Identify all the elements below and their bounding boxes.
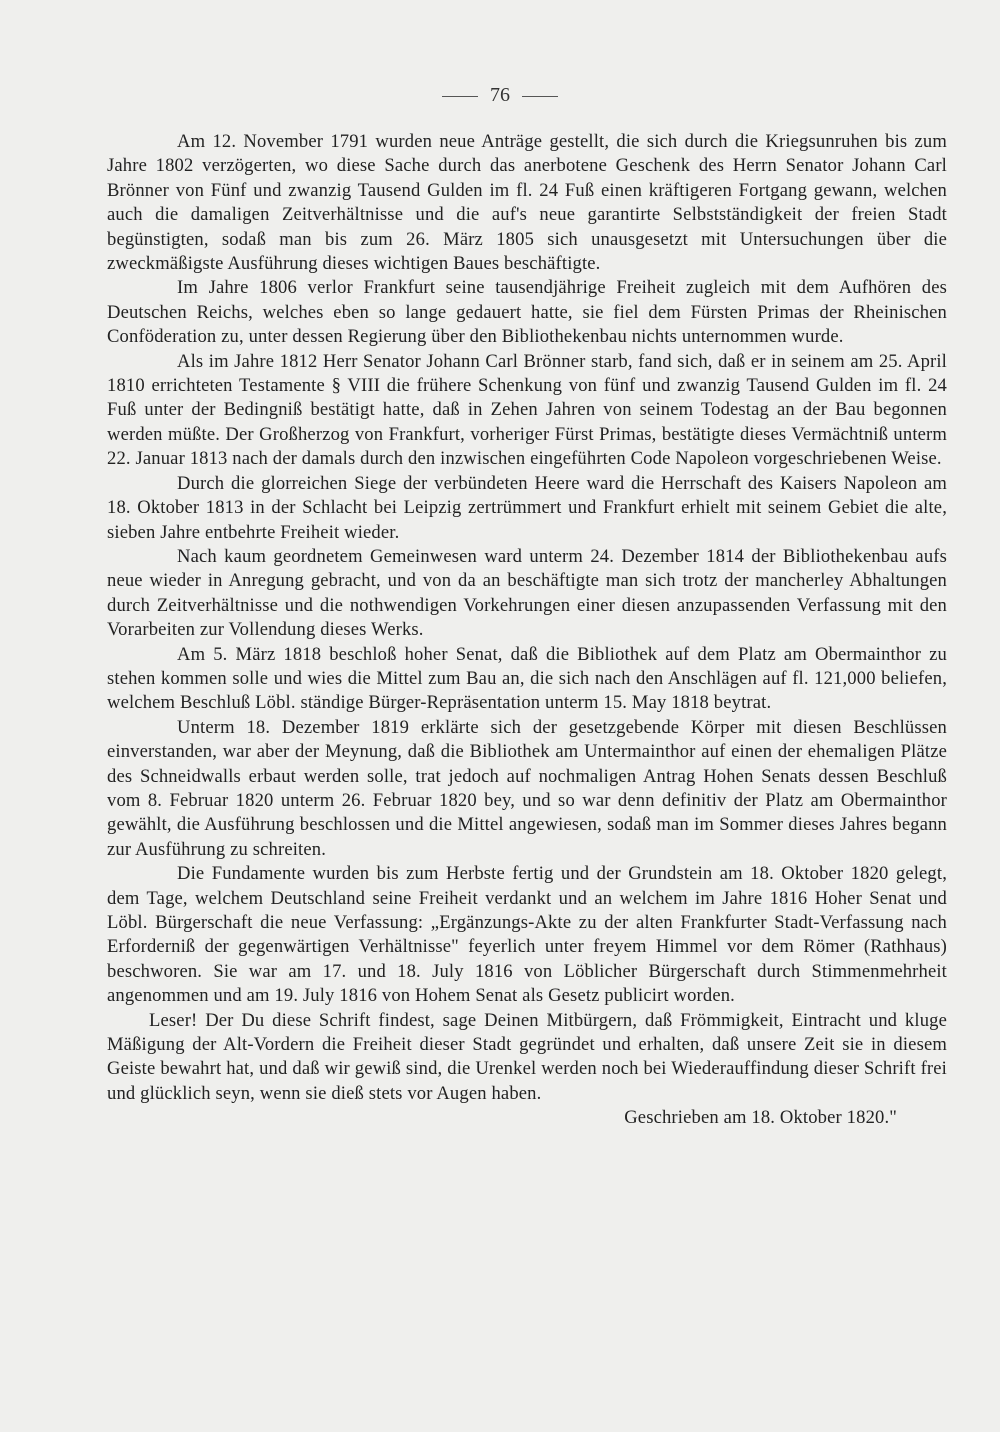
paragraph: Am 12. November 1791 wurden neue Anträge gestellt, die sich durch die Kriegsunruhen bis zum Jahre 1802 verzögerten, wo diese Sache durch das anerbotene Geschenk des Herrn Senator Johann Carl Brönner von Fünf und zwanzig Tausend Gulden im fl. 24 Fuß einen kräftigeren Fortgang gewann, welchen auch die damaligen Zeitverhältnisse und die auf's neue garantirte Selbstständigkeit der freien Stadt begünstigten, sodaß man bis zum 26. März 1805 sich unausgesetzt mit Untersuchungen über die zweckmäßigste Ausführung dieses wichtigen Baues beschäftigte. xyxy=(107,131,947,275)
paragraph: Leser! Der Du diese Schrift findest, sage Deinen Mitbürgern, daß Frömmigkeit, Eintracht und kluge Mäßigung der Alt-Vordern die Freiheit dieser Stadt gegründet und erhalten, daß unsere Zeit sie in diesem Geiste bewahrt hat, und daß wir gewiß sind, die Urenkel werden noch bei Wiederauffindung dieser Schrift frei und glücklich seyn, wenn sie dieß stets vor Augen haben. xyxy=(107,1009,947,1104)
paragraph: Als im Jahre 1812 Herr Senator Johann Carl Brönner starb, fand sich, daß er in seinem am 25. April 1810 errichteten Testamente § VIII die frühere Schenkung von fünf und zwanzig Tausend Gulden im fl. 24 Fuß unter der Bedingniß bestätigt hatte, daß in Zehen Jahren von seinem Todestag an der Bau begonnen werden müßte. Der Großherzog von Frankfurt, vorheriger Fürst Primas, bestätigte dieses Vermächtniß unterm 22. Januar 1813 nach der damals durch den inzwischen eingeführten Code Napoleon vorgeschriebenen Weise. xyxy=(107,350,947,470)
signature-line: Geschrieben am 18. Oktober 1820." xyxy=(624,1107,897,1129)
page-header xyxy=(0,84,1000,107)
paragraph: Nach kaum geordnetem Gemeinwesen ward unterm 24. Dezember 1814 der Bibliothekenbau aufs neue wieder in Anregung gebracht, und von da an beschäftigte man sich trotz der mancherley Abhaltungen durch Zeitverhältnisse und die nothwendigen Vorkehrungen einer diesen anzupassenden Verfassung mit den Vorarbeiten zur Vollendung dieses Werks. xyxy=(107,545,947,641)
paragraph: Durch die glorreichen Siege der verbündeten Heere ward die Herrschaft des Kaisers Napoleon am 18. Oktober 1813 in der Schlacht bei Leipzig zertrümmert und Frankfurt erhielt mit seinem Gebiet die alte, sieben Jahre entbehrte Freiheit wieder. xyxy=(107,472,947,543)
header-rule-right xyxy=(522,96,558,97)
paragraph: Am 5. März 1818 beschloß hoher Senat, daß die Bibliothek auf dem Platz am Obermainthor zu stehen kommen solle und wies die Mittel zum Bau an, die sich nach den Anschlägen auf fl. 121,000 beliefen, welchem Beschluß Löbl. ständige Bürger-Repräsentation unterm 15. May 1818 beytrat. xyxy=(107,643,947,714)
paragraph: Unterm 18. Dezember 1819 erklärte sich der gesetzgebende Körper mit diesen Beschlüssen einverstanden, war aber der Meynung, daß die Bibliothek am Untermainthor auf einen der ehemaligen Plätze des Schneidwalls erbaut werden solle, trat jedoch auf nochmaligen Antrag Hohen Senats dessen Beschluß vom 8. Februar 1820 unterm 26. Februar 1820 bey, und so war denn definitiv der Platz am Obermainthor gewählt, die Ausführung beschlossen und die Mittel angewiesen, sodaß man im Sommer dieses Jahres begann zur Ausführung zu schreiten. xyxy=(107,716,947,860)
header-rule-left xyxy=(442,96,478,97)
paragraph: Die Fundamente wurden bis zum Herbste fertig und der Grundstein am 18. Oktober 1820 gelegt, dem Tage, welchem Deutschland seine Freiheit verdankt und an welchem im Jahre 1816 Hoher Senat und Löbl. Bürgerschaft die neue Verfassung: „Ergänzungs-Akte zu der alten Frankfurter Stadt-Verfassung nach Erforderniß der gegenwärtigen Verhältnisse" feyerlich unter freyem Himmel vor dem Römer (Rathhaus) beschworen. Sie war am 17. und 18. July 1816 von Löblicher Bürgerschaft durch Stimmenmehrheit angenommen und am 19. July 1816 von Hohem Senat als Gesetz publicirt worden. xyxy=(107,863,947,1007)
page-number: 76 xyxy=(490,84,510,106)
paragraph: Im Jahre 1806 verlor Frankfurt seine tausendjährige Freiheit zugleich mit dem Aufhören des Deutschen Reichs, welches eben so lange gedauert hatte, sie fiel dem Fürsten Primas der Rheinischen Conföderation zu, unter dessen Regierung über den Bibliothekenbau nichts unternommen wurde. xyxy=(107,277,947,348)
body-text xyxy=(107,130,947,1131)
